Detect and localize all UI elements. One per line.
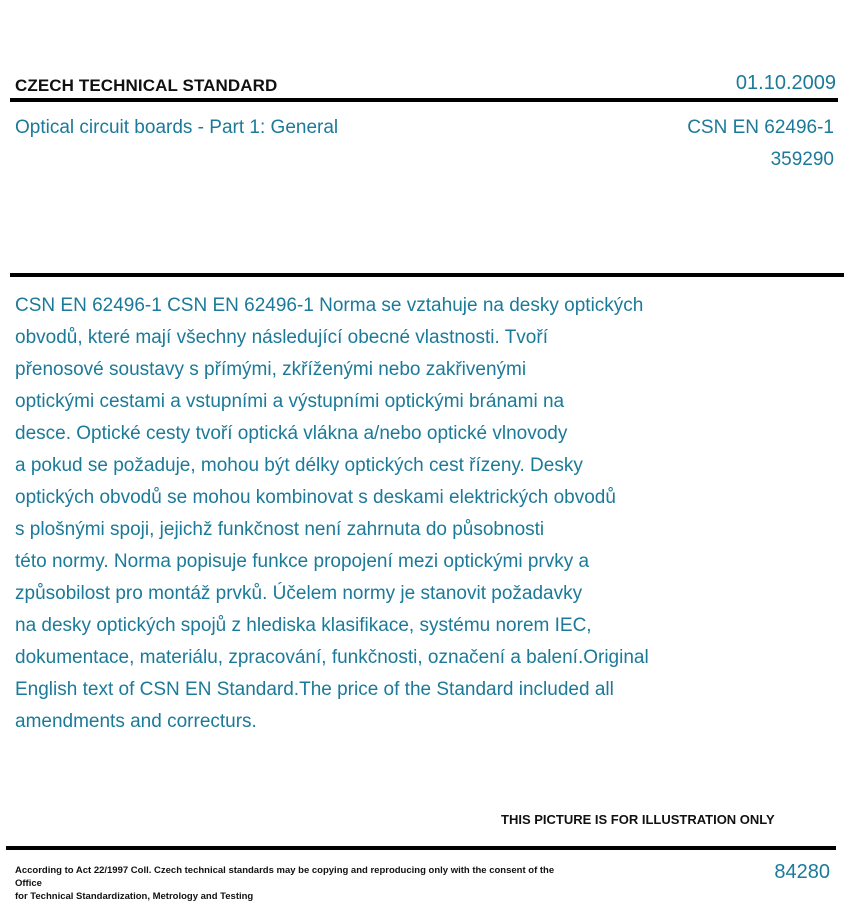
- illustration-notice: THIS PICTURE IS FOR ILLUSTRATION ONLY: [501, 812, 775, 827]
- legal-notice: According to Act 22/1997 Coll. Czech technical standards may be copying and reproducing only with the consent of the Office for Technical Standardization, Metrology and Testing: [15, 865, 555, 902]
- footer-rule: [6, 846, 836, 850]
- standard-description: CSN EN 62496-1 CSN EN 62496-1 Norma se vztahuje na desky optických obvodů, které mají všechny následující obecné vlastnosti. Tvoří přenosové soustavy s přímými, zkříženými nebo zakřivenými optickými cestami a vstupními a výstupními optickými bránami na desce. Optické cesty tvoří optická vlákna a/nebo optické vlnovody a pokud se požaduje, mohou být délky optických cest řízeny. Desky optických obvodů se mohou kombinovat s deskami elektrických obvodů s plošnými spoji, jejichž funkčnost není zahrnuta do působnosti této normy. Norma popisuje funkce propojení mezi optickými prvky a způsobilost pro montáž prvků. Účelem normy je stanovit požadavky na desky optických spojů z hlediska klasifikace, systému norem IEC, dokumentace, materiálu, zpracování, funkčnosti, označení a balení.Original English text of CSN EN Standard.The price of the Standard included all amendments and correcturs.: [15, 295, 649, 732]
- classification-code: 359290: [770, 149, 834, 170]
- header-rule: [10, 98, 838, 102]
- publication-date: 01.10.2009: [735, 72, 836, 94]
- document-code: 84280: [774, 861, 830, 883]
- document-type-heading: CZECH TECHNICAL STANDARD: [15, 76, 278, 95]
- standard-title: Optical circuit boards - Part 1: General: [15, 117, 339, 138]
- section-rule: [10, 273, 844, 277]
- standard-number: CSN EN 62496-1: [687, 117, 834, 138]
